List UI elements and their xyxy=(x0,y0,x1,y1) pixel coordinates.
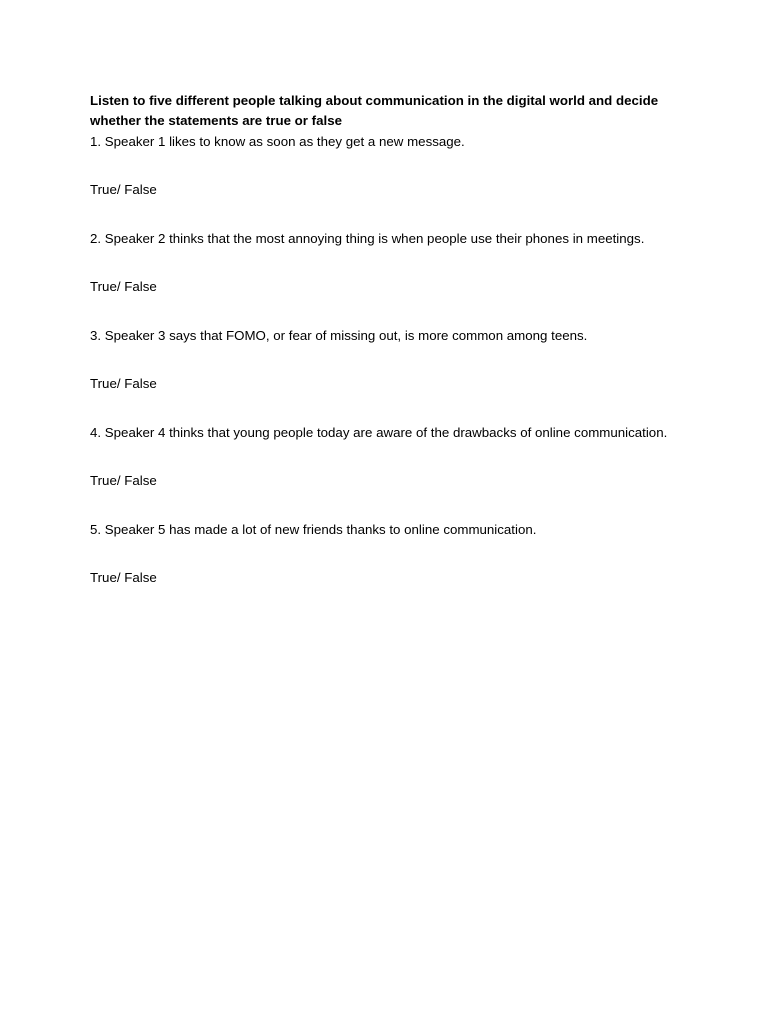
question-item-5 xyxy=(90,520,680,588)
worksheet-content xyxy=(90,91,680,588)
question-statement: 5. Speaker 5 has made a lot of new friends thanks to online communication. xyxy=(90,521,537,537)
true-false-prompt: True/ False xyxy=(90,182,157,197)
question-item-2 xyxy=(90,229,680,297)
question-statement: 2. Speaker 2 thinks that the most annoying thing is when people use their phones in meetings. xyxy=(90,230,645,246)
true-false-prompt: True/ False xyxy=(90,279,157,294)
true-false-prompt: True/ False xyxy=(90,570,157,585)
question-statement: 1. Speaker 1 likes to know as soon as they get a new message. xyxy=(90,133,465,149)
true-false-prompt: True/ False xyxy=(90,473,157,488)
question-statement: 4. Speaker 4 thinks that young people today are aware of the drawbacks of online communication. xyxy=(90,424,668,440)
question-item-3 xyxy=(90,326,680,394)
worksheet-instructions: Listen to five different people talking about communication in the digital world and decide whether the statements are true or false xyxy=(90,93,659,128)
true-false-prompt: True/ False xyxy=(90,376,157,391)
question-item-4 xyxy=(90,423,680,491)
question-statement: 3. Speaker 3 says that FOMO, or fear of missing out, is more common among teens. xyxy=(90,327,588,343)
question-item-1 xyxy=(90,132,680,200)
